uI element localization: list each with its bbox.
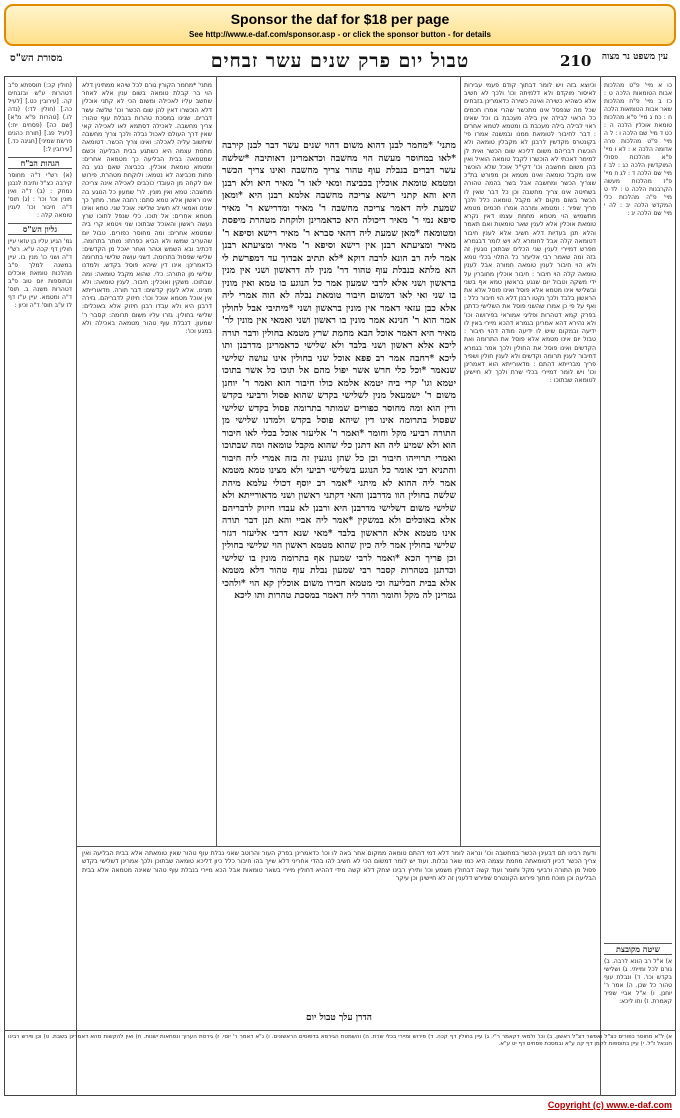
hagahot-title: הגהות הב"ח <box>8 157 72 169</box>
rule-foot <box>4 1030 676 1031</box>
sponsor-headline[interactable]: Sponsor the daf for $18 per page <box>230 11 450 27</box>
rule-tos <box>460 76 461 846</box>
tosafot-text: וכיוצא בזה ויש לומר דבתוך קודם פעמי עבירות לאיסור מוקדם ולא דלמיתה וכו' ולכך לא חשיב אלא כשהיא כשירה ואינה כשירה כדאמרינן בזבחים שכל מה שנפסל אינו מתכשר שהרי אמרו חכמים כל הראוי לבילה אין בילה מעכבת בו וכל שאינו ראוי לבילה בילה מעכבת בו ומטמא לטמא אחרים : דבר לחיבור לטומאת ממנו ובמשנה אמרו פי' בקונטרס מקדשין לרבנן לא מקבלין טומאה ולא הוכשרו דבריהם משום דליכא שום הכשר ואית לן למימר דאכתי לא הוכשרו לקבל טומאה הואיל ואין בהן משום מחשבה וכו' דקי"ל אוכל שלא הוכשר אינו מקבל טומאה ואינו מטמא וכן מפורש בת"כ שצריך הכשר ומחשבה אבל בשר בהמה טהורה בשחיטה אינו צריך מחשבה וכן כל דבר שאין לו הכשר בשום מקום לא מקבל טומאה כלל ולכך פריך שפיר : ומטמא ומרבה אמרו חכמים מטמא מתשמיש הוי מטמא מחמת עצמו דאין נקרא טומאת אוכלין אלא לענין שאר טומאות ואם תאמר והלא תנן בעדיות דלא חשיב אלא לענין חיבור דטומאה קלה אבל לחומרא לא ויש לומר דבגמרא מפרש דמיירי לענין שני הכלים שבתוכן נוגעין זה בזה ומה שאמר רבי אליעזר כל התלוי בכלי טמא ולא הוי חיבור לענין טומאה חמורה אבל לענין טומאה קלה הוי חיבור : חיבור אוכלין מחוברין על ידי משקה וטבול יום שנגע בראשון טמא אף בשני ובשלישי אינו מטמא אלא פוסל ואינו פוסל אלא את הראשון בלבד ולכך נקטו רבנן דלא הוי חיבור כלל : ואף על פי כן אמרו שהשני פוסל את השלישי כדתנן בפרק קמא דטהרות ופליגי אמוראי בפירושה וכו' ולא נהירא דהא אמרינן בגמרא דהכא מיירי באין לו ידיעה ובמקום שיש לו ידיעה מודה דהוי חיבור : טבול יום אינו מטמא אלא פוסל את התרומה ואת הקדשים ואינו פוסל את החולין ולכך אמר בגמרא דחיבור לענין תרומה וקדשים ולא לענין חולין ושפיר פריך מברייתא דהתם : מדאורייתא הוא דאמרינן וכו' ויש לומר דמיירי בכלי שרת ולכך לא חיישינן לטומאה שבתוכו : <box>464 82 596 385</box>
bottom-commentary-text: ודעת רבינו תם דבעינן הכשר במחשבה וכו' ונראה לומר דלא דמי דהתם טומאה ממקום אחר באה לו וכו' כדאמרינן בפרק העור והרוטב שאני נבלת עוף טהור שאין טומאתה אלא בבית הבליעה ואין צריך הכשר דכיון דטומאתה מחמת עצמה היא כמו שאר נבלות. ועוד יש לומר דמשום הכי לא חשיב להו בהדי אחריני דלא שייך בהו חיבור כלל כיון דליכא טומאה שבתוכן ולכך אמרינן דשלישי בקדש פסול מן התורה ורביעי מקל וחומר ועוד קשה דבחולין משמע וכו' ותירץ רבינו יצחק דלא קשה מידי דההיא דחולין מיירי בשאר טומאות אבל הכא מיירי בנבלת עוף טהור שאינה מטמאה אלא בבית הבליעה וכן מוכח מתוך פירוש הקונטרס שפירש דלענין זה לא חיישינן וכן עיקר <box>82 850 596 883</box>
ein-mishpat-text: כו א מיי' פ"ט מהלכות אבות הטומאות הלכה ט : כז ב מיי' פ"ח מהלכות שאר אבות הטומאות הלכה ח : כח ג מיי' פ"א מהלכות טומאת אוכלין הלכה ה : כט ד מיי' שם הלכה ו : ל ה מיי' פ"ט מהלכות פרה אדומה הלכה א : לא ו מיי' פ"א מהלכות פסולי המוקדשין הלכה כג : לב ז מיי' שם הלכה ד : לג ח מיי' פ"ז מהלכות מעשה הקרבנות הלכה ט : לד ט מיי' פ"ה מהלכות כלי המקדש הלכה יב : לה י מיי' שם הלכה יג : <box>604 82 672 217</box>
hagahot-text: (א) רש"י ד"ה מחוסר קירבה כצ"ל ותיבת לנבנן נמחק : (ב) ד"ה ואין מונין וכו' וכו' : (ג) תוס' ד"ה חיבור וכו' לענין טומאה קלה : <box>8 172 72 219</box>
hadran-line: הדרן עלך טבול יום <box>306 1013 372 1023</box>
page-number: 210 <box>560 52 592 70</box>
masoret-text: (חולין קכ:) תוספתא פ"ב דטהרות ע"ש ובזבחים קה. [עירובין כט.] [לעיל כה.] (חולין לד:) (נדה לו.) [טהרות פ"א מ"א] [שם כה] (פסחים יח:) [לעיל פג.] [תורת כהנים פרשת שמיני] [חגיגה כד.] [עירובין ל:] <box>8 82 72 153</box>
sponsor-banner[interactable] <box>4 4 676 46</box>
ein-mishpat-label: עין משפט נר מצוה <box>601 52 668 62</box>
shita-text: א) א"ל רב הונא לרבה. ב) גורם לכל ומייתי. ג) ושלישי בקדש וכו'. ד) ונבלת עוף טהור כל שכן. ה) אמר ר' יוחנן. ו) א"ל אביי שפיר קאמרת. ז) ותו ליכא: <box>604 958 672 1005</box>
rashi-column <box>82 82 212 842</box>
gilyon-text: גמ' הגיע עליו בן עזאי עיין חולין דף קכה ע"א. רש"י ד"ה ושני כו' מנין בו. עיין במשנה למלך פ"ב מהלכות טומאת אוכלים ובתוספות יום טוב פ"ב דטהרות משנה ב. תוס' ד"ה ומטמא. עיין ע"ז דף לז ע"ב תוס' ד"ה וכיון : <box>8 238 72 309</box>
rashi-text: מתני' *מחמר הקורין גורם לכל שיהא ממתינין דלא הוי בר קבלת טומאה בשום ענין אלא לאחר שחשב עליו לאכילה ומשום הכי לא קתני אוכלין דלא הוכשרו דאין להן שום הכשר וכו' שלשה עשר דברים. שנינו במסכת טהרות בנבלת עוף טהור: צריך מחשבה. לאכילה דסתמא לאו לאכילה קאי שאין דרך העולם לאכול נבלה ולכך צריך מחשבה שיחשוב עליה לאכלה: ואינו צריך הכשר. דטומאה מחמת עצמה היא כשתגע בבית הבליעה וכשם שמטמאה בבית הבליעה כך מטמאה אחרים: ומטמא טומאת אוכלין. בכביצה שאם נגע בה פחות מכביצה לא נטמא: ולוקחת מטהרת. פירוש אם לקחה מן העובדי כוכבים לאכילה אינה צריכה מחשבה: טמא ואין מונין. לר' שמעון כל הנוגע בה אינו ראשון אלא טמא סתם: רחבה אמר. מתוך כך שנינו ואמאי לא חשיב שלישי: אוכל שני. טמא ואינו מטמא אחרים: אל תוכו. כלי שנפל לתוכו שרץ נעשה ראשון והאוכל שבתוכו שני ויטמא קרי ביה שמטמא אחרים: ומה מחוסר כפורים. טבול יום שהעריב שמשו ולא הביא כפרתו: מותר בתרומה. דכתיב ובא השמש וטהר ואחר יאכל מן הקדשים: שלישי שפסול בתרומה. דשני עושה שלישי בתרומה כדאמרינן: אינו דין שיהא פוסל בקדש. ולמדנו שלישי מן התורה: כלי. שהוא מקבל טומאה: ומה שבתוכו. משקין ואוכלין: חיבור. לענין טומאה: ולא מצינו. אלא לענין קדשים: דבר תורה. מדאורייתא אין אוכל מטמא אוכל וכו': חיזוק לדבריהם. גזירה דרבנן היא ולא עבדו רבנן חיזוק אלא באוכלים: שלישי בחולין. גזרו עליו משום תרומה: קסבר ר' שמעון. דנבלת עוף טהור מטמאה באכילה ולא במגע וכו': <box>82 82 212 336</box>
footnotes <box>8 1034 672 1096</box>
gemara-text: מתני' *מחמר לבנן דהוא משום דהוי שנים עשר דבר לבנן קירבה *לאו במחוסר מעשה הוי מחשבה וכדאמרינן דאותיבה *שלשה עשר דברים בנבלת עוף טהור צריך מחשבה ואינו צריך הכשר ומטמא טומאת אוכלין בכביצה ומאי לאו ר' מאיר היא ולא רבנן היא והא קתני רישא צריכה מחשבה אלמא רבנן היא *ומאן שמעת ליה דאמר צריכה מחשבה ר' מאיר ומדרישא ר' מאיר סיפא נמי ר' מאיר דיכולה היא כדאמרינן ולוקחת מטהרת מיפסת ומטומאה *מאן שמעת ליה דהאי סברא ר' מאיר רישא וסיפא ר' מאיר ומציעתא רבנן אין רישא וסיפא ר' מאיר ומציעתא רבנן אמר ליה רב הונא לרבה דוקא *לא תתיב אבדוך עד דמפרשת לי הא מלתא בנבלת עוף טהור דר' מנין לה דראשון ושני אין מנין בראשון ושני אלא לרבי שמעון אמר כל הנוגע בו טמא ואין מונין בו שני ואי לאו דמשום חיבור טומאת נבלה לא הוה אמרי ליה אלא כבן עזאי דאמר אין מונין בראשון ושני *מיתיבי אבל לחולין אמר הוא ר' חנינא אמר מונין בו ראשון ושני ואמאי אין מונין לר' מאיר היא דאמר אוכל הבא מחמת שרץ מטמא בחולין ודבר תורה ליכא אלא ראשון ושני בלבד ולא שלישי כדאמרינן מדרבנן ותו ליכא *רחבה אמר רב פפא אוכל שני בחולין אינו עושה שלישי שנאמר *וכל כלי חרש אשר יפול מהם אל תוכו כל אשר בתוכו יטמא וגו' קרי ביה יטמא אלמא כולו חיבור הוא ואמר ר' יוחנן משום ר' ישמעאל מנין לשלישי בקדש שהוא פסול ורביעי בקדש ודין הוא ומה מחוסר כפורים שמותר בתרומה פסול בקדש שלישי שפסול בתרומה אינו דין שיהא פוסל בקדש ולמדנו שלישי מן התורה רביעי מקל וחומר *ואמר ר' אליעזר אוכל בכלי לאו חיבור הוא ולא שמיע ליה הא דתנן כלי שהוא מקבל טומאה ומה שבתוכו ואמרי תרוייהו חיבור וכן כל שהן נוגעין זה בזה אמרי ליה חיבור והתניא רבי אומר כל הנוגע בשלישי רביעי ולא מצינו טמא מטמא אמר ליה ההוא לא מיתני *אמר רב יוסף דכולי עלמא מיהת שלשה בחולין הוו מדרבנן והאי דקתני ראשון ושני מדאורייתא ולא שלישי משום דשלישי מדרבנן היא ורבנן לא עבדו חיזוק לדבריהם אלא באוכלים ולא במשקין *אמר ליה אביי והא תנן דבר תורה אינו מטמא אלא הראשון בלבד *מאי שנא דרבי אליעזר דגזר שלישי בחולין אמר ליה כיון שהוא מטמא ראשון הוי שלישי בחולין וכן פריך הכא *ואמר לרבי שמעון אף בתרומה מונין בו שלישי וכדתנן בטהרות קסבר רבי שמעון נבלת עוף טהור דלא מטמא אלא בבית הבליעה וכי מטמא חבירו משום אוכלין קא הוי *ולהכי גמרינן לה מקל וחומר והדר ליה דאמר במסכת טהרות ותו ליכא <box>222 140 456 601</box>
page-title: טבול יום פרק שנים עשר זבחים <box>210 50 470 72</box>
ein-mishpat-column <box>604 82 672 1022</box>
shita-column <box>604 940 672 1026</box>
left-margin-column <box>8 82 72 1022</box>
bottom-commentary <box>82 850 596 1010</box>
tosafot-column <box>464 82 596 842</box>
rule-left <box>76 76 77 1096</box>
footnotes-text: א) ל"א מחוסר כפורים כצ"ל ואפשר דצ"ל ראשון. ב) וכו' ולמאי דקאמר ר"י. ג) עיין בחולין דף קכה. ד) פירוש ומיירי בכלי שרת. ה) והשמטת הגירסא בדפוסים הראשונים. ו) נ"א דאמר ר' יוסי. ז) גירסת הערוך ונסחאות ישנות. ח) ואין להקשות מהא דאמרינן בשבת. ט) וכן פירש רבינו חננאל ז"ל. י) עיין בתוספות לקמן דף קה ע"א ובמסכת פסחים דף יט ע"א. <box>8 1034 672 1048</box>
rule-rashi <box>216 76 217 846</box>
copyright-line <box>0 1100 672 1110</box>
rule-bottom <box>76 846 600 847</box>
masoret-label: מסורת הש"ס <box>10 53 63 64</box>
copyright-link[interactable]: Copyright (c) www.e-daf.com <box>547 1100 672 1110</box>
shita-title: שיטה מקובצת <box>604 943 672 955</box>
gemara-column <box>222 140 456 842</box>
rule-right <box>600 76 601 1096</box>
sponsor-subline[interactable]: See http://www.e-daf.com/sponsor.asp - or click the sponsor button - for details <box>189 30 491 39</box>
gilyon-title: גליון הש"ס <box>8 223 72 235</box>
